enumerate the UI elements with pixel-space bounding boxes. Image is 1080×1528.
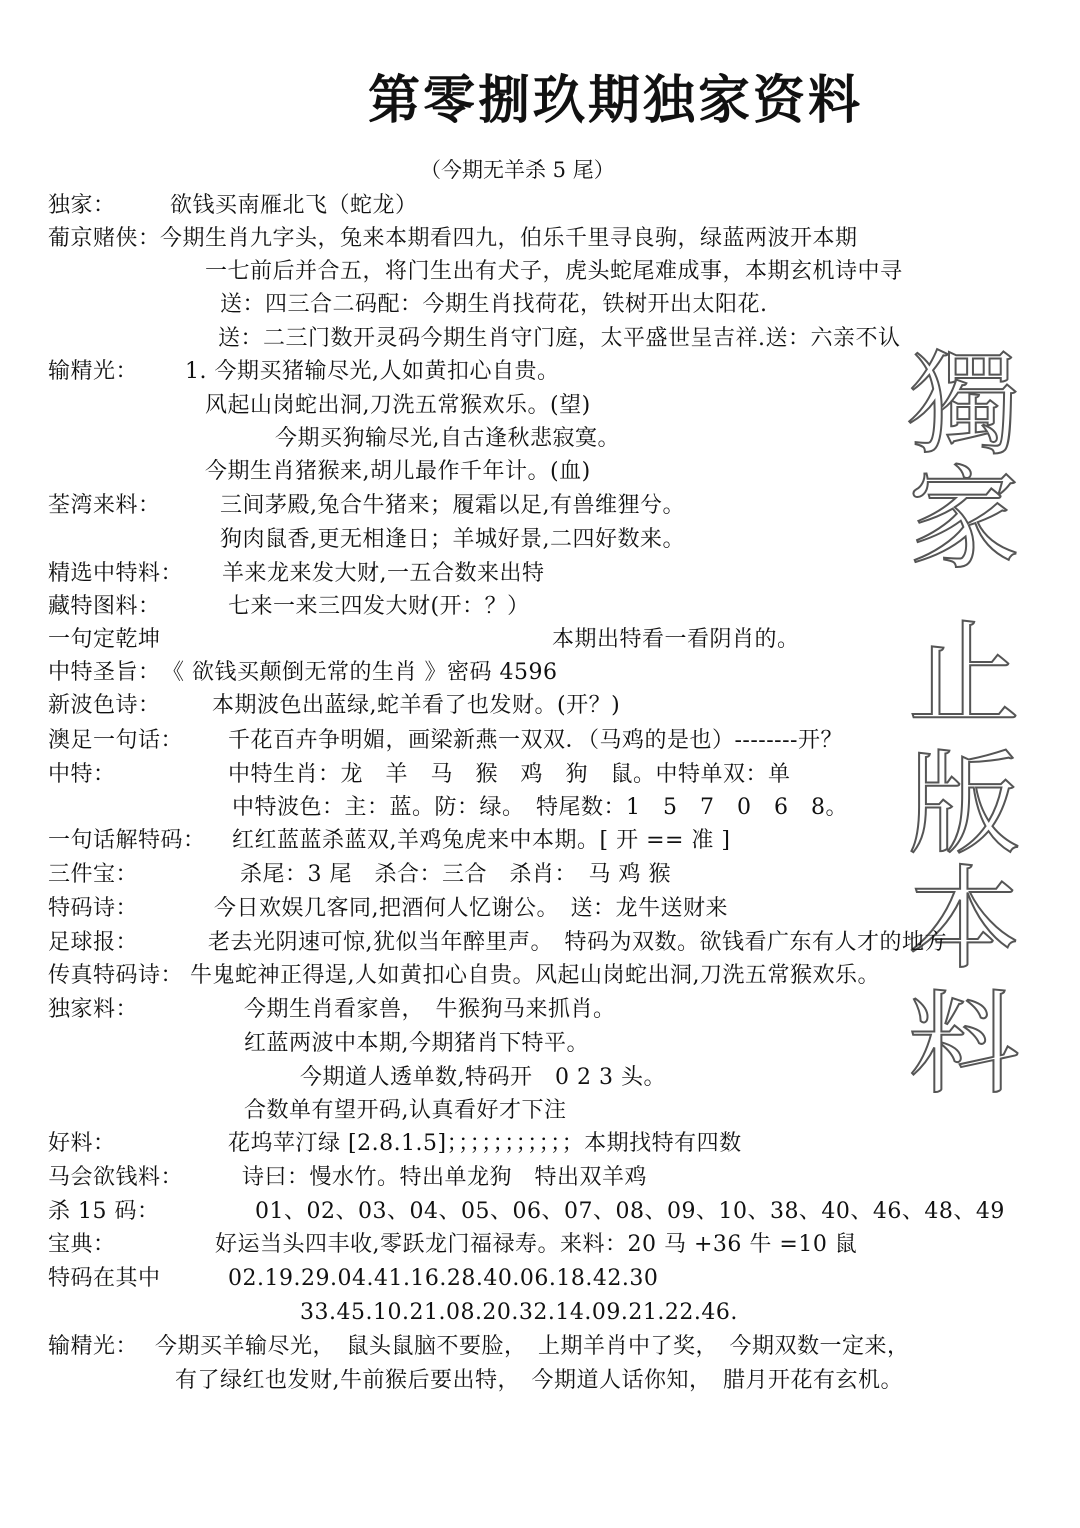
watermark-char: 版 — [908, 740, 1020, 870]
line-text: 牛鬼蛇神正得逞,人如黄扣心自贵。风起山岗蛇出洞,刀洗五常猴欢乐。 — [190, 963, 880, 988]
watermark-char: 家 — [908, 455, 1020, 585]
line-label: 好料： — [48, 1131, 116, 1156]
page-subtitle: （今期无羊杀 5 尾） — [420, 158, 615, 182]
line-text: 老去光阴速可惊,犹似当年醉里声。 特码为双数。欲钱看广东有人才的地方 — [208, 930, 947, 955]
line-label: 荃湾来料： — [48, 493, 161, 518]
line-label: 新波色诗： — [48, 693, 161, 718]
line-text: 01、02、03、04、05、06、07、08、09、10、38、40、46、48、49 — [255, 1199, 1005, 1224]
line-label: 输精光： — [48, 359, 139, 384]
line-text: 有了绿红也发财,牛前猴后要出特， 今期道人话你知， 腊月开花有玄机。 — [175, 1368, 903, 1393]
line-text: 花坞苹汀绿 [2.8.1.5]；；；；；；；；；；；本期找特有四数 — [228, 1131, 742, 1156]
line-text: 诗曰：慢水竹。特出单龙狗 特出双羊鸡 — [242, 1165, 648, 1190]
line-label: 中特圣旨： — [48, 660, 161, 685]
line-text: 好运当头四丰收,零跃龙门福禄寿。来料：20 马 +36 牛 =10 鼠 — [215, 1232, 858, 1257]
line-text: 七来一来三四发大财(开：？） — [228, 594, 530, 619]
watermark-char: 料 — [908, 980, 1020, 1110]
line-label: 葡京赌侠： — [48, 226, 161, 251]
line-label: 杀 15 码： — [48, 1199, 160, 1224]
line-text: 今期生肖看家兽， 牛猴狗马来抓肖。 — [244, 997, 616, 1022]
line-text: 风起山岗蛇出洞,刀洗五常猴欢乐。(望) — [205, 393, 591, 418]
line-label: 藏特图料： — [48, 594, 161, 619]
line-label: 精选中特料： — [48, 561, 184, 586]
line-text: 本期出特看一看阴肖的。 — [552, 627, 800, 652]
line-text: 中特波色：主：蓝。防：绿。 特尾数：1 5 7 0 6 8。 — [232, 795, 848, 820]
watermark-char: 本 — [908, 855, 1020, 985]
line-text: 今期生肖九字头，兔来本期看四九，伯乐千里寻良驹，绿蓝两波开本期 — [160, 226, 858, 251]
watermark-char: 獨 — [908, 340, 1020, 470]
watermark-char: 止 — [908, 610, 1020, 740]
line-text: 狗肉鼠香,更无相逢日；羊城好景,二四好数来。 — [220, 527, 685, 552]
line-text: 羊来龙来发大财,一五合数来出特 — [222, 561, 545, 586]
line-label: 输精光： — [48, 1334, 139, 1359]
line-text: 送：二三门数开灵码今期生肖守门庭，太平盛世呈吉祥.送：六亲不认 — [218, 326, 901, 351]
line-label: 特码诗： — [48, 896, 139, 921]
line-text: 今期买羊输尽光， 鼠头鼠脑不要脸， 上期羊肖中了奖， 今期双数一定来， — [155, 1334, 910, 1359]
line-text: 红蓝两波中本期,今期猪肖下特平。 — [244, 1031, 589, 1056]
line-text: 33.45.10.21.08.20.32.14.09.21.22.46. — [300, 1300, 738, 1325]
line-label: 中特： — [48, 762, 116, 787]
line-text: 1. 今期买猪输尽光,人如黄扣心自贵。 — [185, 359, 560, 384]
line-text: 杀尾：3 尾 杀合：三合 杀肖： 马 鸡 猴 — [240, 862, 671, 887]
line-label: 宝典： — [48, 1232, 116, 1257]
line-label: 马会欲钱料： — [48, 1165, 184, 1190]
line-text: 一七前后并合五，将门生出有犬子，虎头蛇尾难成事，本期玄机诗中寻 — [205, 259, 903, 284]
line-text: 送：四三合二码配：今期生肖找荷花，铁树开出太阳花. — [220, 292, 768, 317]
line-label: 独家： — [48, 193, 116, 218]
line-text: 红红蓝蓝杀蓝双,羊鸡兔虎来中本期。[ 开 == 准 ] — [232, 828, 731, 853]
line-label: 足球报： — [48, 930, 139, 955]
line-text: 欲钱买南雁北飞（蛇龙） — [170, 193, 418, 218]
line-label: 一句话解特码： — [48, 828, 206, 853]
line-text: 今日欢娱几客同,把酒何人忆谢公。 送：龙牛送财来 — [214, 896, 728, 921]
line-text: 千花百卉争明媚，画梁新燕一双双．（马鸡的是也）--------开？ — [228, 728, 843, 753]
line-label: 特码在其中 — [48, 1266, 161, 1291]
line-label: 澳足一句话： — [48, 728, 184, 753]
line-text: 合数单有望开码,认真看好才下注 — [244, 1098, 567, 1123]
line-label: 一句定乾坤 — [48, 627, 161, 652]
line-text: 《 欲钱买颠倒无常的生肖 》密码 4596 — [162, 660, 558, 685]
line-text: 今期生肖猪猴来,胡儿最作千年计。(血) — [205, 459, 591, 484]
line-text: 今期道人透单数,特码开 0 2 3 头。 — [300, 1065, 666, 1090]
line-label: 独家料： — [48, 997, 139, 1022]
line-text: 中特生肖：龙 羊 马 猴 鸡 狗 鼠。中特单双：单 — [228, 762, 791, 787]
line-text: 三间茅殿,兔合牛猪来；履霜以足,有兽维狸兮。 — [220, 493, 685, 518]
line-text: 今期买狗输尽光,自古逢秋悲寂寞。 — [275, 426, 620, 451]
line-label: 三件宝： — [48, 862, 139, 887]
line-label: 传真特码诗： — [48, 963, 184, 988]
line-text: 本期波色出蓝绿,蛇羊看了也发财。(开？) — [212, 693, 621, 718]
page-title: 第零捌玖期独家资料 — [368, 70, 864, 131]
line-text: 02.19.29.04.41.16.28.40.06.18.42.30 — [228, 1266, 659, 1291]
